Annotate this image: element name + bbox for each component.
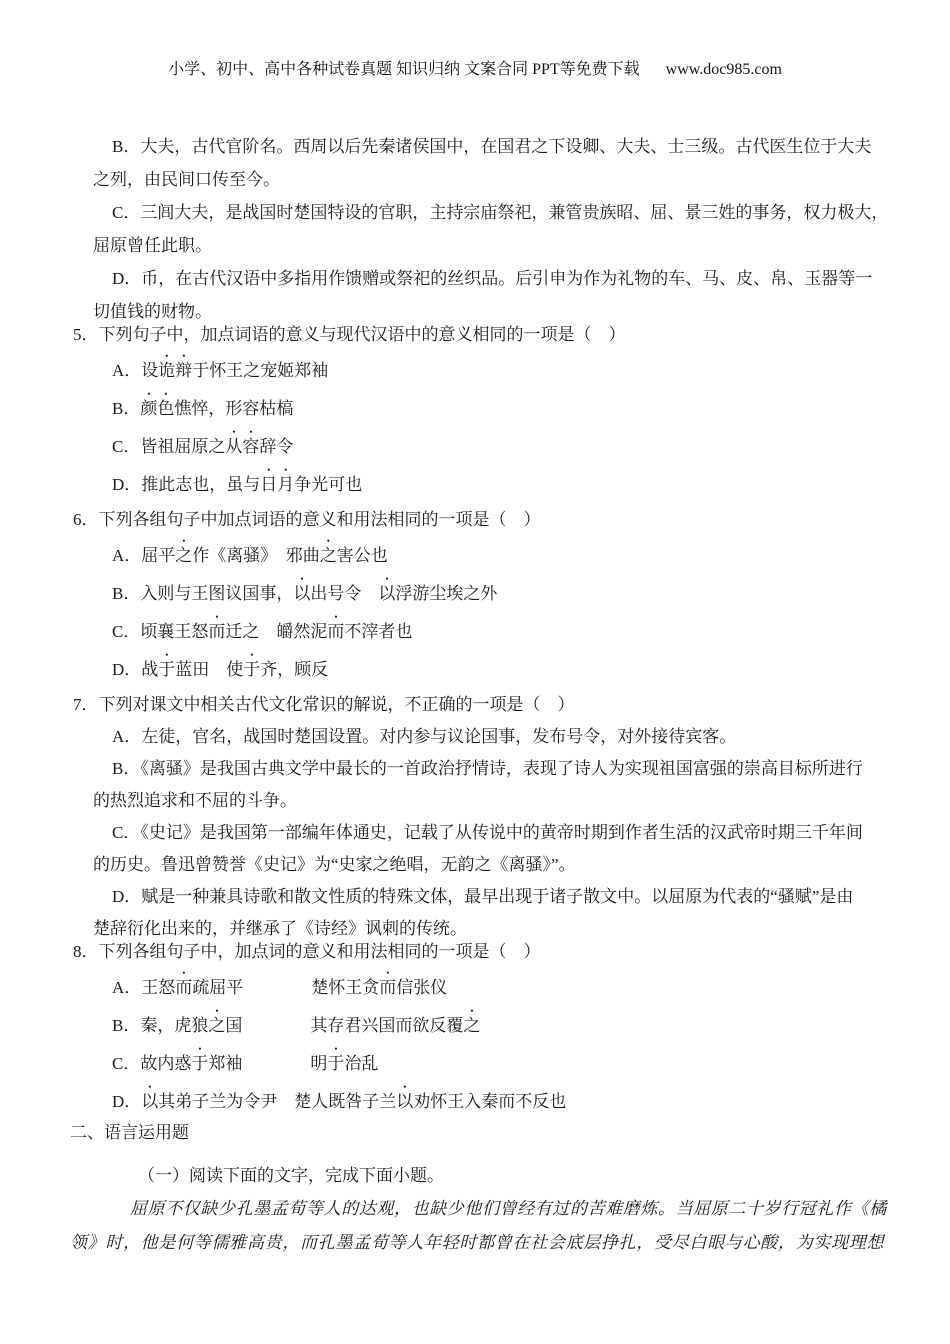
q4-option-d-line1 bbox=[0, 262, 950, 295]
emphasis-dotted-text: 颜色 bbox=[140, 399, 175, 418]
text-segment: 二、语言运用题 bbox=[70, 1123, 189, 1142]
emphasis-dotted-text: 于 bbox=[158, 660, 176, 679]
question-5-stem bbox=[0, 318, 950, 351]
text-segment: 国 bbox=[225, 1016, 311, 1035]
text-segment: A．屈平 bbox=[112, 546, 176, 565]
text-segment: 6．下列各组句子中加点词语的意义和用法相同的一项是（ ） bbox=[73, 510, 541, 529]
text-segment: 作《离骚》 bbox=[192, 546, 286, 565]
text-segment: 浮游尘埃之外 bbox=[395, 584, 498, 603]
text-segment: 迁之 bbox=[225, 622, 277, 641]
text-segment: 邪曲 bbox=[285, 546, 320, 565]
emphasis-dotted-text: 而 bbox=[208, 622, 226, 641]
text-segment: C．皆祖屈原之 bbox=[112, 437, 226, 456]
question-6-option-d bbox=[0, 650, 950, 688]
text-segment: D．币，在古代汉语中多指用作馈赠或祭祀的丝织品。后引申为作为礼物的车、马、皮、帛、玉器等一 bbox=[112, 269, 873, 288]
text-segment: A．王怒 bbox=[112, 978, 176, 997]
text-segment: 之列，由民间口传至今。 bbox=[93, 170, 280, 189]
question-5-option-d bbox=[0, 465, 950, 503]
text-segment: 憔悴，形容枯槁 bbox=[174, 399, 294, 418]
question-7-option-d-line1 bbox=[0, 881, 950, 913]
text-segment: 7．下列对课文中相关古代文化常识的解说，不正确的一项是（ ） bbox=[73, 695, 575, 714]
emphasis-dotted-text: 于 bbox=[243, 660, 261, 679]
question-6-stem bbox=[0, 503, 950, 536]
text-segment: 楚人既咎子兰 bbox=[294, 1092, 397, 1111]
text-segment: 其弟子兰为令尹 bbox=[158, 1092, 295, 1111]
text-segment: B． bbox=[112, 399, 141, 418]
question-5-option-c bbox=[0, 427, 950, 465]
text-segment: 出号令 bbox=[310, 584, 379, 603]
emphasis-dotted-text: 以 bbox=[396, 1092, 414, 1111]
text-segment: 的历史。鲁迅曾赞誉《史记》为“史家之绝唱，无韵之《离骚》”。 bbox=[93, 855, 576, 874]
text-segment: 使 bbox=[226, 660, 244, 679]
emphasis-dotted-text: 诡辩 bbox=[158, 361, 193, 380]
text-segment: 于怀王之宠姬郑袖 bbox=[192, 361, 329, 380]
text-segment: B．入则与王图议国事， bbox=[112, 584, 294, 603]
text-segment: （一）阅读下面的文字，完成下面小题。 bbox=[138, 1166, 444, 1185]
emphasis-dotted-text: 以 bbox=[141, 1092, 159, 1111]
section-2-heading bbox=[0, 1116, 950, 1149]
text-segment: 害公也 bbox=[336, 546, 388, 565]
emphasis-dotted-text: 以 bbox=[293, 584, 311, 603]
emphasis-dotted-text: 而 bbox=[327, 622, 345, 641]
text-segment: 领》时，他是何等儒雅高贵，而孔墨孟荀等人年轻时都曾在社会底层挣扎，受尽白眼与心酸，为实现理想 bbox=[70, 1233, 885, 1252]
emphasis-dotted-text: 之 bbox=[208, 1016, 226, 1035]
text-segment: 郑袖 bbox=[208, 1054, 311, 1073]
question-8-option-b bbox=[0, 1006, 950, 1044]
header-promo-text: 小学、初中、高中各种试卷真题 知识归纳 文案合同 PPT等免费下载 bbox=[168, 61, 640, 78]
text-segment: C．故内惑 bbox=[112, 1054, 192, 1073]
text-segment: 蓝田 bbox=[175, 660, 227, 679]
question-6-option-c bbox=[0, 612, 950, 650]
question-6-option-a bbox=[0, 536, 950, 574]
text-segment: D．赋是一种兼具诗歌和散文性质的特殊文体，最早出现于诸子散文中。以屈原为代表的“骚赋”是由 bbox=[112, 887, 854, 906]
text-segment: 信张仪 bbox=[396, 978, 448, 997]
text-segment: A．左徒，官名，战国时楚国设置。对内参与议论国事，发布号令，对外接待宾客。 bbox=[112, 727, 737, 746]
text-segment: 皭然泥 bbox=[276, 622, 328, 641]
emphasis-dotted-text: 从容 bbox=[225, 437, 260, 456]
question-6-option-b bbox=[0, 574, 950, 612]
question-8-option-c bbox=[0, 1044, 950, 1082]
question-8-stem bbox=[0, 935, 950, 968]
q4-option-b-line1 bbox=[0, 130, 950, 163]
question-7-option-c-line2 bbox=[0, 849, 950, 881]
passage-line2 bbox=[0, 1226, 950, 1260]
text-segment: 其存君兴国而欲反覆 bbox=[310, 1016, 464, 1035]
question-7-option-b-line1 bbox=[0, 753, 950, 785]
text-segment: 5．下列句子中，加点词语的意义与现代汉语中的意义相同的一项是（ ） bbox=[73, 325, 626, 344]
passage-line1 bbox=[0, 1192, 950, 1226]
question-8-option-a bbox=[0, 968, 950, 1006]
text-segment: 楚辞衍化出来的，并继承了《诗经》讽刺的传统。 bbox=[93, 919, 467, 938]
header-site-url: www.doc985.com bbox=[665, 61, 782, 78]
emphasis-dotted-text: 而 bbox=[379, 978, 397, 997]
text-segment: 齐，顾反 bbox=[260, 660, 329, 679]
question-7-option-c-line1 bbox=[0, 817, 950, 849]
text-segment: D．推此志也，虽与 bbox=[112, 475, 261, 494]
text-segment: 明 bbox=[310, 1054, 328, 1073]
text-segment: 治乱 bbox=[344, 1054, 379, 1073]
text-segment: 争光可也 bbox=[294, 475, 363, 494]
text-segment: D． bbox=[112, 1092, 142, 1111]
question-5-option-a bbox=[0, 351, 950, 389]
emphasis-dotted-text: 于 bbox=[327, 1054, 345, 1073]
emphasis-dotted-text: 之 bbox=[319, 546, 337, 565]
text-segment: 疏屈平 bbox=[192, 978, 312, 997]
reading-task-intro bbox=[0, 1159, 950, 1192]
text-segment: 劝怀王入秦而不反也 bbox=[413, 1092, 567, 1111]
text-segment: 8．下列各组句子中，加点词的意义和用法相同的一项是（ ） bbox=[73, 942, 541, 961]
text-segment: 辞令 bbox=[259, 437, 294, 456]
text-segment: 不滓者也 bbox=[344, 622, 413, 641]
text-segment: A．设 bbox=[112, 361, 159, 380]
emphasis-dotted-text: 之 bbox=[175, 546, 193, 565]
text-segment: B．《离骚》是我国古典文学中最长的一首政治抒情诗，表现了诗人为实现祖国富强的崇高目标所进行 bbox=[112, 759, 863, 778]
text-segment: 切值钱的财物。 bbox=[93, 302, 212, 321]
q4-option-c-line1 bbox=[0, 196, 950, 229]
text-segment: 的热烈追求和不屈的斗争。 bbox=[93, 791, 297, 810]
question-5-option-b bbox=[0, 389, 950, 427]
text-segment: C．三闾大夫，是战国时楚国特设的官职，主持宗庙祭祀，兼管贵族昭、屈、景三姓的事务，权力极大， bbox=[112, 203, 889, 222]
question-8-option-d bbox=[0, 1082, 950, 1120]
emphasis-dotted-text: 于 bbox=[191, 1054, 209, 1073]
text-segment: 屈原曾任此职。 bbox=[93, 236, 212, 255]
text-segment: B．秦，虎狼 bbox=[112, 1016, 209, 1035]
page-header bbox=[0, 56, 950, 79]
text-segment: B．大夫，古代官阶名。西周以后先秦诸侯国中，在国君之下设卿、大夫、士三级。古代医生位于大夫 bbox=[112, 137, 872, 156]
text-segment: 楚怀王贪 bbox=[311, 978, 380, 997]
question-7-option-b-line2 bbox=[0, 785, 950, 817]
emphasis-dotted-text: 日月 bbox=[260, 475, 295, 494]
question-7-option-a bbox=[0, 721, 950, 753]
q4-option-b-line2 bbox=[0, 163, 950, 196]
q4-option-c-line2 bbox=[0, 229, 950, 262]
emphasis-dotted-text: 以 bbox=[378, 584, 396, 603]
text-segment: D．战 bbox=[112, 660, 159, 679]
emphasis-dotted-text: 之 bbox=[463, 1016, 481, 1035]
text-segment: C．《史记》是我国第一部编年体通史，记载了从传说中的黄帝时期到作者生活的汉武帝时期三千年间 bbox=[112, 823, 863, 842]
text-segment: 屈原不仅缺少孔墨孟荀等人的达观，也缺少他们曾经有过的苦难磨炼。当屈原二十岁行冠礼作《橘 bbox=[130, 1199, 887, 1218]
text-segment: C．顷襄王怒 bbox=[112, 622, 209, 641]
question-7-stem bbox=[0, 688, 950, 721]
document-body bbox=[0, 130, 950, 1260]
emphasis-dotted-text: 而 bbox=[175, 978, 193, 997]
